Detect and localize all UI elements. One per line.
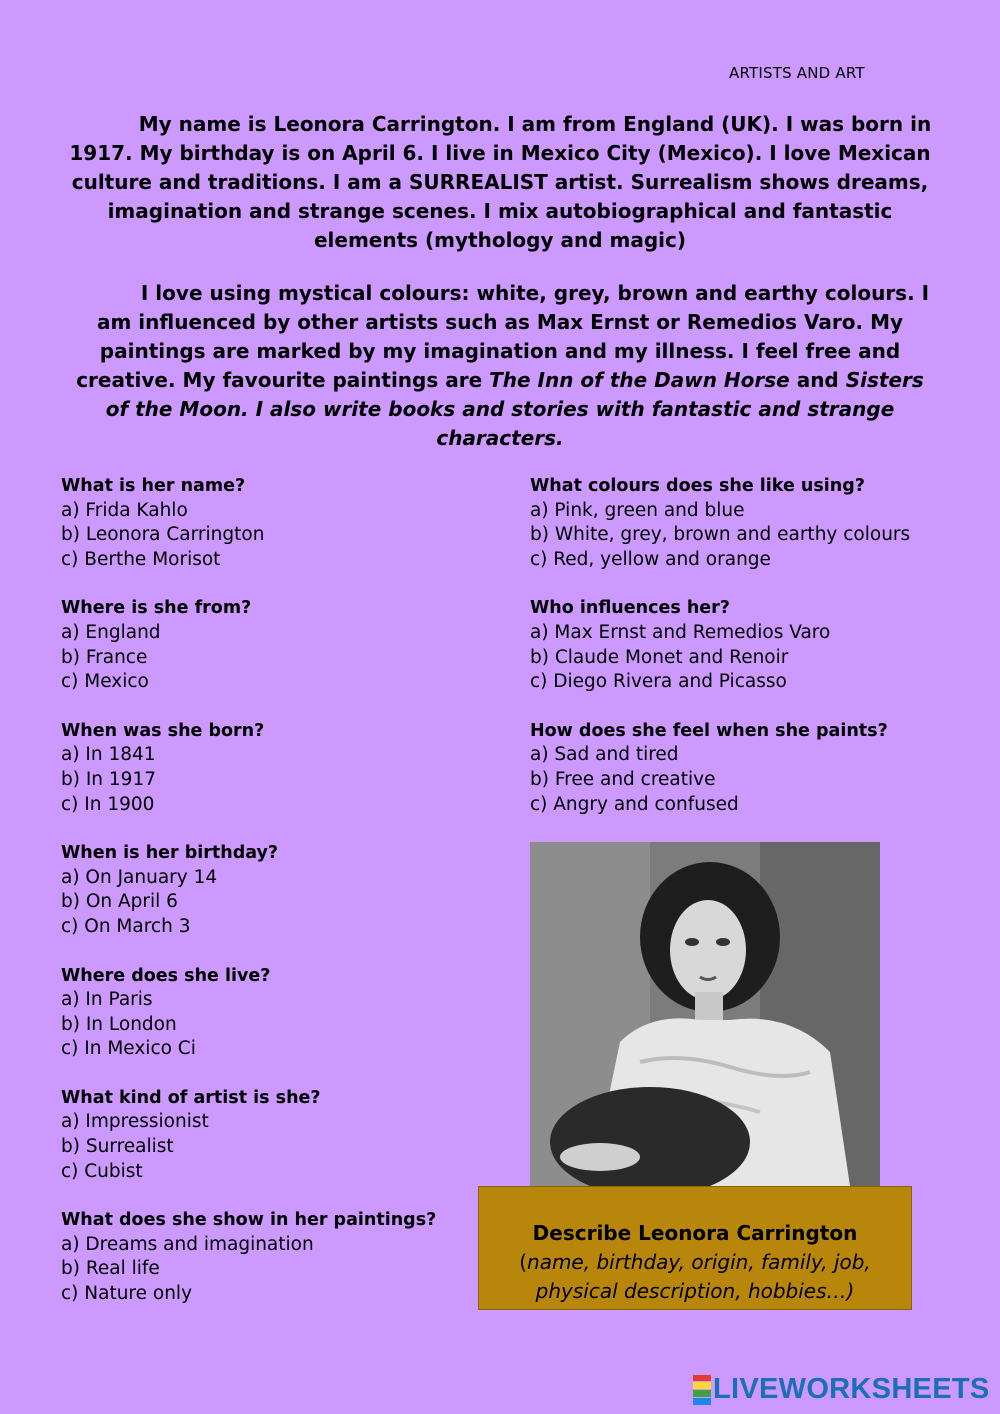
portrait-illustration <box>530 842 880 1186</box>
describe-task-box <box>478 1186 912 1310</box>
answer-option[interactable]: a) England <box>61 621 161 643</box>
liveworksheets-logo-text: LIVEWORKSHEETS <box>713 1373 990 1405</box>
answer-option[interactable]: c) Mexico <box>61 671 149 693</box>
logo-color-block <box>693 1375 711 1382</box>
question-block <box>61 841 501 939</box>
question-text: Where does she live? <box>61 965 271 986</box>
question-text: How does she feel when she paints? <box>530 720 888 741</box>
answer-option[interactable]: a) Dreams and imagination <box>61 1233 314 1255</box>
answer-option[interactable]: c) In Mexico Ci <box>61 1038 196 1060</box>
question-block <box>61 596 501 694</box>
question-text: What colours does she like using? <box>530 476 865 496</box>
logo-color-block <box>693 1390 711 1397</box>
question-text: When was she born? <box>61 720 265 741</box>
questions-left-column <box>61 474 501 1331</box>
answer-option[interactable]: b) Surrealist <box>61 1136 174 1158</box>
answer-option[interactable]: c) In 1900 <box>61 793 155 815</box>
logo-color-block <box>693 1382 711 1389</box>
answer-option[interactable]: b) France <box>61 646 148 668</box>
answer-option[interactable]: c) Angry and confused <box>530 793 739 815</box>
question-block <box>61 964 501 1062</box>
question-text: What kind of artist is she? <box>61 1087 321 1108</box>
answer-option[interactable]: a) Frida Kahlo <box>61 499 188 521</box>
describe-title: Describe Leonora Carrington <box>532 1221 858 1245</box>
answer-option[interactable]: a) Max Ernst and Remedios Varo <box>530 621 831 643</box>
answer-option[interactable]: b) White, grey, brown and earthy colours <box>530 524 911 546</box>
answer-option[interactable]: b) Leonora Carrington <box>61 524 265 546</box>
artist-portrait-photo <box>530 842 880 1186</box>
question-block <box>61 474 501 572</box>
answer-option[interactable]: c) Diego Rivera and Picasso <box>530 671 787 693</box>
question-text: Who influences her? <box>530 598 730 619</box>
questions-right-column <box>530 474 990 841</box>
answer-option[interactable]: c) Nature only <box>61 1283 193 1305</box>
answer-option[interactable]: b) On April 6 <box>61 891 178 913</box>
liveworksheets-logo-icon <box>693 1375 711 1405</box>
answer-option[interactable]: b) In London <box>61 1013 177 1035</box>
answer-option[interactable]: a) Impressionist <box>61 1111 209 1133</box>
logo-color-block <box>693 1398 711 1405</box>
answer-option[interactable]: a) Sad and tired <box>530 744 679 766</box>
answer-option[interactable]: a) In 1841 <box>61 744 156 766</box>
painting-title-sisters: Sisters of the Moon. I also write books and stories with fantastic and strange characters. <box>105 368 924 450</box>
intro-paragraph-1: My name is Leonora Carrington. I am from England (UK). I was born in 1917. My birthday is on April 6. I live in Mexico City (Mexico). I love Mexican culture and traditions. I am a SURREALIST artist. Surrealism shows dreams, imagination and strange scenes. I mix autobiographical and fantastic elements (mythology and magic) <box>69 112 932 252</box>
answer-option[interactable]: c) Cubist <box>61 1160 143 1182</box>
question-block <box>530 474 990 572</box>
answer-option[interactable]: c) Red, yellow and orange <box>530 548 771 570</box>
question-block <box>530 719 990 817</box>
answer-option[interactable]: a) Pink, green and blue <box>530 499 745 521</box>
question-block <box>61 1208 501 1306</box>
question-block <box>530 596 990 694</box>
question-text: What does she show in her paintings? <box>61 1210 437 1231</box>
question-text: Where is she from? <box>61 598 252 619</box>
question-text: What is her name? <box>61 476 246 496</box>
answer-option[interactable]: a) In Paris <box>61 989 153 1011</box>
answer-option[interactable]: b) In 1917 <box>61 768 156 790</box>
answer-option[interactable]: a) On January 14 <box>61 866 218 888</box>
describe-hint: (name, birthday, origin, family, job, physical description, hobbies…) <box>519 1250 871 1303</box>
question-block <box>61 719 501 817</box>
answer-option[interactable]: b) Real life <box>61 1258 160 1280</box>
question-text: When is her birthday? <box>61 843 279 864</box>
painting-title-inn: The Inn of the Dawn Horse <box>489 368 790 392</box>
intro-paragraph-2: I love using mystical colours: white, grey, brown and earthy colours. I am influenced by other artists such as Max Ernst or Remedios Varo. My paintings are marked by my imagination and my illness. I feel free and creative. My favourite paintings are The Inn of the Dawn Horse and Sisters of the Moon. I also write books and stories with fantastic and strange characters. <box>76 281 930 450</box>
answer-option[interactable]: c) Berthe Morisot <box>61 548 221 570</box>
answer-option[interactable]: b) Claude Monet and Renoir <box>530 646 789 668</box>
answer-option[interactable]: c) On March 3 <box>61 915 191 937</box>
liveworksheets-logo <box>693 1373 990 1406</box>
worksheet-topic: ARTISTS AND ART <box>729 64 865 82</box>
question-block <box>61 1086 501 1184</box>
answer-option[interactable]: b) Free and creative <box>530 768 716 790</box>
